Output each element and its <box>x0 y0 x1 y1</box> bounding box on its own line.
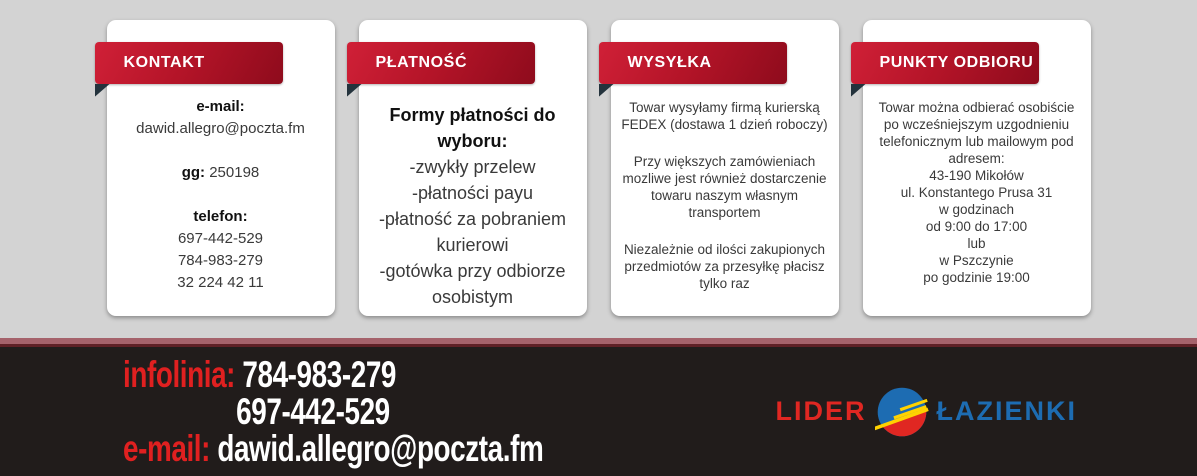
punkty-line-8: po godzinie 19:00 <box>923 270 1030 285</box>
kontakt-phone-label: telefon: <box>193 208 248 225</box>
kontakt-gg-value: 250198 <box>209 164 260 181</box>
kontakt-phone-3: 32 224 42 11 <box>177 274 264 291</box>
card-wysylka <box>611 20 839 316</box>
punkty-line-1: Towar można odbierać osobiście po wcześniejszym uzgodnieniu telefonicznym lub mailowym pod adresem: <box>878 100 1075 166</box>
platnosc-item-1: -zwykły przelew <box>409 157 536 177</box>
wysylka-paragraph-2: Przy większych zamówieniach mozliwe jest również dostarczenie towaru naszym własnym transportem <box>622 154 827 220</box>
logo-globe-swoosh-icon <box>875 385 929 439</box>
platnosc-heading: Formy płatności do wyboru: <box>389 105 556 151</box>
footer-phone-2: 697-442-529 <box>236 391 390 433</box>
kontakt-gg-label: gg: <box>181 164 206 181</box>
kontakt-phone-2: 784-983-279 <box>177 252 264 269</box>
footer-email-value: dawid.allegro@poczta.fm <box>217 428 544 470</box>
logo-text-lider: LIDER <box>775 396 867 426</box>
logo-text-lazienki: ŁAZIENKI <box>936 396 1077 426</box>
ribbon-punkty-odbioru <box>851 42 1039 84</box>
kontakt-phone-1: 697-442-529 <box>177 230 264 247</box>
punkty-line-2: 43-190 Mikołów <box>929 168 1024 183</box>
lider-lazienki-logo <box>776 385 1078 439</box>
footer-email-label: e-mail: <box>123 428 210 470</box>
card-kontakt <box>107 20 335 316</box>
footer-phone-1: 784-983-279 <box>242 354 397 396</box>
punkty-line-7: w Pszczynie <box>939 253 1014 268</box>
footer <box>0 347 1197 476</box>
kontakt-email-label: e-mail: <box>196 98 245 115</box>
ribbon-kontakt <box>95 42 283 84</box>
kontakt-gg-line <box>117 162 325 184</box>
platnosc-item-3: -płatność za pobraniem kurierowi <box>378 209 567 255</box>
platnosc-item-2: -płatności payu <box>411 183 534 203</box>
punkty-line-4: w godzinach <box>938 202 1015 217</box>
wysylka-paragraph-1: Towar wysyłamy firmą kurierską FEDEX (dostawa 1 dzień roboczy) <box>621 100 828 132</box>
ribbon-wysylka <box>599 42 787 84</box>
spacer <box>117 184 325 206</box>
card-punkty-title: PUNKTY ODBIORU <box>879 54 1034 71</box>
punkty-line-6: lub <box>967 236 986 251</box>
card-kontakt-title: KONTAKT <box>123 54 205 71</box>
card-punkty-odbioru <box>863 20 1091 316</box>
kontakt-email-value: dawid.allegro@poczta.fm <box>136 120 305 137</box>
card-wysylka-title: WYSYŁKA <box>627 54 712 71</box>
punkty-line-5: od 9:00 do 17:00 <box>925 219 1028 234</box>
wysylka-paragraph-3: Niezależnie od ilości zakupionych przedmiotów za przesyłkę płacisz tylko raz <box>623 242 826 291</box>
card-platnosc <box>359 20 587 316</box>
spacer <box>117 140 325 162</box>
platnosc-item-4: -gotówka przy odbiorze osobistym <box>379 261 566 307</box>
card-platnosc-title: PŁATNOŚĆ <box>375 54 468 71</box>
punkty-line-3: ul. Konstantego Prusa 31 <box>900 185 1053 200</box>
infolinia-label: infolinia: <box>123 354 236 396</box>
ribbon-platnosc <box>347 42 535 84</box>
